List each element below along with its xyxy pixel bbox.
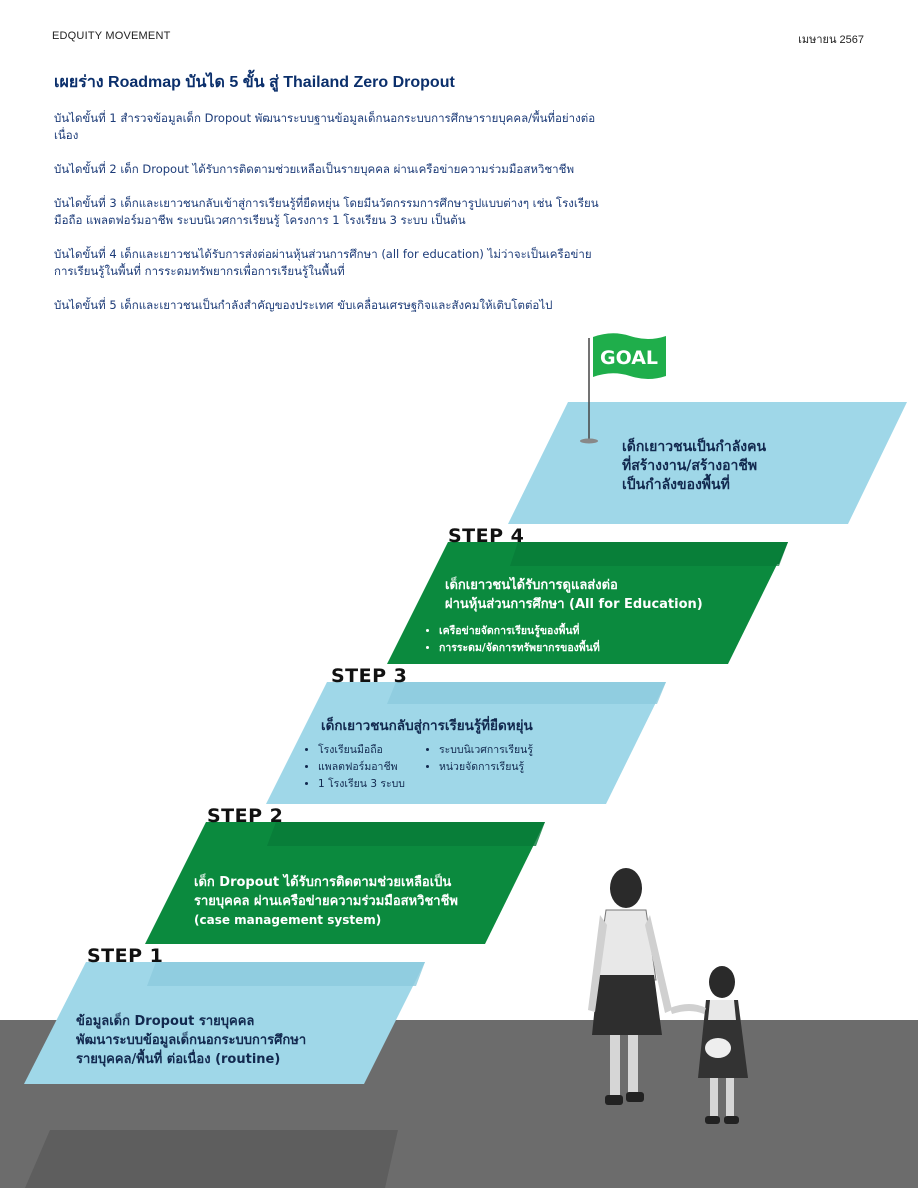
step-3-description: เด็กเยาวชนกลับสู่การเรียนรู้ที่ยืดหยุ่น <box>321 718 533 734</box>
step-1-top-strip <box>147 962 425 986</box>
step-1-line-1: ข้อมูลเด็ก Dropout รายบุคคล <box>76 1014 255 1029</box>
intro-step-4: บันไดขั้นที่ 4 เด็กและเยาวชนได้รับการส่งต่อผ่านหุ้นส่วนการศึกษา (all for education) ไม่ว่าจะเป็นเครือข่ายการเรียนรู้ในพื้นที่ การระดมทรัพยากรเพื่อการเรียนรู้ในพื้นที่ <box>54 247 592 278</box>
step-4-title: STEP 4 <box>448 525 525 547</box>
step-3-title: STEP 3 <box>331 665 408 687</box>
intro-step-5: บันไดขั้นที่ 5 เด็กและเยาวชนเป็นกำลังสำคัญของประเทศ ขับเคลื่อนเศรษฐกิจและสังคมให้เติบโตต่อไป <box>54 298 553 312</box>
step-2-description <box>194 873 458 930</box>
step-2-title: STEP 2 <box>207 805 284 827</box>
step-2-line-3: (case management system) <box>194 913 382 927</box>
step-3-bullets <box>306 742 533 793</box>
step-4-bullets <box>427 623 600 657</box>
goal-line-1: เด็กเยาวชนเป็นกำลังคน <box>622 439 767 455</box>
flag-pole-base <box>580 439 598 444</box>
step-1-line-3: รายบุคคล/พื้นที่ ต่อเนื่อง (routine) <box>76 1052 281 1067</box>
page-title: เผยร่าง Roadmap บันได 5 ขั้น สู่ Thailand Zero Dropout <box>54 74 455 91</box>
step-4-bullet-2: • การระดม/จัดการทรัพยากรของพื้นที่ <box>439 640 600 657</box>
ground-shadow <box>25 1130 398 1188</box>
step-3-bullets-left <box>306 742 405 793</box>
step-3-bullets-right <box>427 742 533 793</box>
goal-line-3: เป็นกำลังของพื้นที่ <box>622 477 730 493</box>
step-3-top-strip <box>387 682 666 704</box>
step-4-top-strip-overlay <box>510 542 788 566</box>
goal-flag-label: GOAL <box>599 347 659 369</box>
goal-line-2: ที่สร้างงาน/สร้างอาชีพ <box>622 458 758 474</box>
step-2-line-1: เด็ก Dropout ได้รับการติดตามช่วยเหลือเป็น <box>194 875 452 890</box>
step-3-bullet-4: • ระบบนิเวศการเรียนรู้ <box>439 742 533 759</box>
children-photo <box>588 868 748 1124</box>
step-4-bullet-1: • เครือข่ายจัดการเรียนรู้ของพื้นที่ <box>439 623 600 640</box>
intro-step-1: บันไดขั้นที่ 1 สำรวจข้อมูลเด็ก Dropout พัฒนาระบบฐานข้อมูลเด็กนอกระบบการศึกษารายบุคคล/พื้นที่อย่างต่อเนื่อง <box>54 111 596 142</box>
step-4-description <box>445 576 703 614</box>
step-3-bullet-5: • หน่วยจัดการเรียนรู้ <box>439 759 533 776</box>
step-1-title: STEP 1 <box>87 945 164 967</box>
step-3-bullet-3: • 1 โรงเรียน 3 ระบบ <box>318 776 405 793</box>
step-2-line-2: รายบุคคล ผ่านเครือข่ายความร่วมมือสหวิชาชีพ <box>194 894 458 909</box>
intro-step-3: บันไดขั้นที่ 3 เด็กและเยาวชนกลับเข้าสู่การเรียนรู้ที่ยืดหยุ่น โดยมีนวัตกรรมการศึกษารูปแบบต่างๆ เช่น โรงเรียนมือถือ แพลตฟอร์มอาชีพ ระบบนิเวศการเรียนรู้ โครงการ 1 โรงเรียน 3 ระบบ เป็นต้น <box>54 196 599 227</box>
intro-step-2: บันไดขั้นที่ 2 เด็ก Dropout ได้รับการติดตามช่วยเหลือเป็นรายบุคคล ผ่านเครือข่ายความร่วมมือสหวิชาชีพ <box>54 162 575 176</box>
step-1-line-2: พัฒนาระบบข้อมูลเด็กนอกระบบการศึกษา <box>76 1033 307 1048</box>
issue-date: เมษายน 2567 <box>798 34 864 46</box>
goal-description <box>622 438 766 495</box>
step-3-bullet-2: • แพลตฟอร์มอาชีพ <box>318 759 405 776</box>
step-3-bullet-1: • โรงเรียนมือถือ <box>318 742 405 759</box>
step-1-description <box>76 1012 306 1069</box>
step-4-line-1: เด็กเยาวชนได้รับการดูแลส่งต่อ <box>445 578 618 593</box>
publisher-name: EDQUITY MOVEMENT <box>52 30 171 42</box>
step-2-top-strip <box>267 822 545 846</box>
step-4-line-2: ผ่านหุ้นส่วนการศึกษา (All for Education) <box>445 597 703 612</box>
